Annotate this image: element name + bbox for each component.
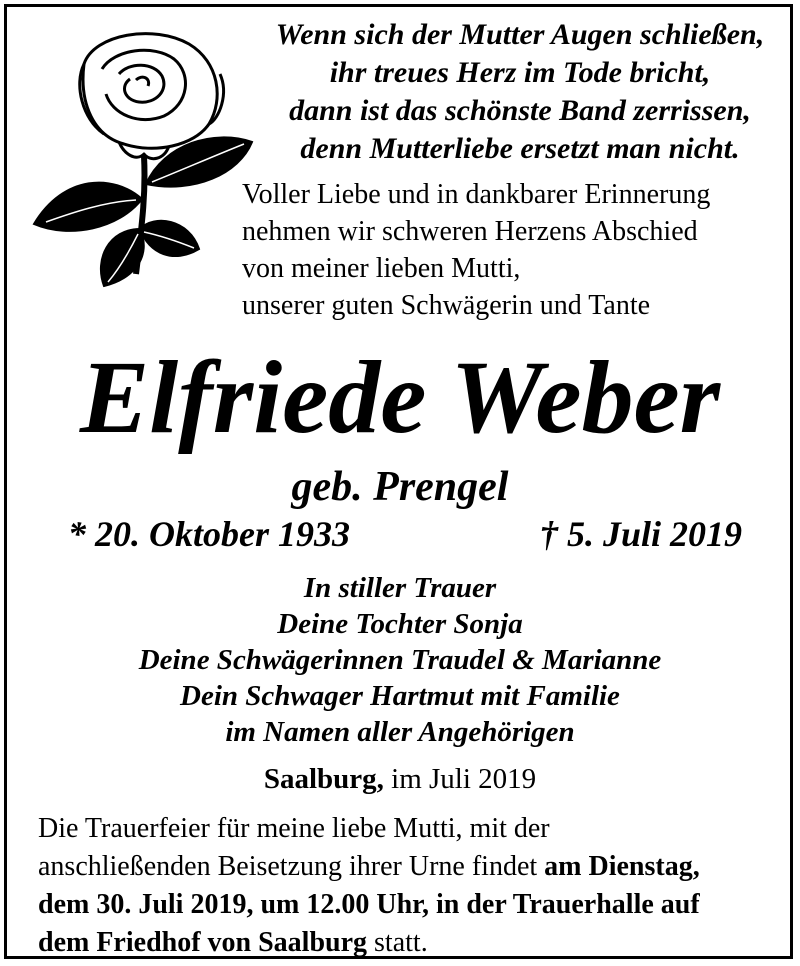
poem-line: Wenn sich der Mutter Augen schließen, [275, 18, 765, 51]
place-date [0, 760, 800, 798]
funeral-line [38, 924, 798, 962]
death-date: † 5. Juli 2019 [539, 514, 742, 554]
mourner-line: Deine Schwägerinnen Traudel & Marianne [138, 644, 662, 676]
mourner-line: Dein Schwager Hartmut mit Familie [180, 680, 620, 712]
funeral-end: statt. [367, 927, 428, 958]
mourner-line: Deine Tochter Sonja [277, 608, 523, 640]
funeral-line [38, 886, 798, 924]
deceased-name: Elfriede Weber [79, 340, 721, 455]
funeral-location: dem Friedhof von Saalburg [38, 927, 368, 958]
funeral-text: anschließenden Beisetzung ihrer Urne findet [38, 851, 545, 882]
funeral-datetime: dem 30. Juli 2019, um 12.00 Uhr, in der Trauerhalle auf [38, 889, 700, 920]
funeral-info [38, 810, 798, 962]
memorial-poem [250, 16, 790, 168]
intro-line: unserer guten Schwägerin und Tante [242, 290, 651, 321]
funeral-line [38, 848, 798, 886]
funeral-day: am Dienstag, [544, 851, 700, 882]
birth-name: geb. Prengel [291, 464, 509, 510]
intro-line: nehmen wir schweren Herzens Abschied [242, 216, 698, 247]
mourner-line: im Namen aller Angehörigen [225, 716, 575, 748]
funeral-line: Die Trauerfeier für meine liebe Mutti, mit der [38, 813, 550, 844]
mourner-line: In stiller Trauer [303, 572, 497, 604]
place-month: im Juli 2019 [383, 763, 537, 795]
rose-icon [24, 24, 256, 290]
intro-text [242, 176, 792, 324]
intro-line: Voller Liebe und in dankbarer Erinnerung [242, 179, 711, 210]
poem-line: dann ist das schönste Band zerrissen, [289, 94, 751, 127]
mourners-list [0, 570, 800, 750]
poem-line: denn Mutterliebe ersetzt man nicht. [300, 132, 740, 165]
poem-line: ihr treues Herz im Tode bricht, [329, 56, 711, 89]
birth-date: * 20. Oktober 1933 [68, 514, 350, 554]
place-city: Saalburg, [263, 763, 384, 795]
intro-line: von meiner lieben Mutti, [242, 253, 521, 284]
